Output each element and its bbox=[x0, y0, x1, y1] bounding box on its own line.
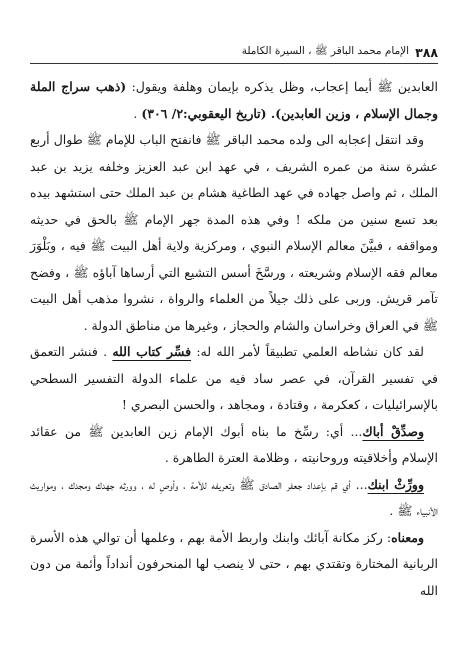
paragraph-1-text: العابدين ﷺ أيما إعجاب، وظل يذكره بإيمان وهلفة ويقول: bbox=[126, 79, 438, 94]
running-title: الإمام محمد الباقر ﷺ ، السيرة الكاملة bbox=[241, 45, 410, 57]
paragraph-5 bbox=[30, 472, 438, 525]
paragraph-2: وقد انتقل إعجابه الى ولده محمد الباقر ﷺ فانفتح الباب للإمام ﷺ طوال أربع عشرة سنة من عمره الشريف ، في عهد ابن عبد العزيز وخلفه يزيد بن عبد الملك ، ثم واصل جهاده في عهد الطاغية هشام بن عبد الملك حتى استشهد بيده بعد تسع سنين من ملكه ! وفي هذه المدة جهر الإمام ﷺ بالحق في حديثه ومواقفه ، فبيَّنَ معالم الإسلام النبوي ، ومركزية ولاية أهل البيت ﷺ فيه ، وبَلْوَرَ معالم فقه الإسلام وشريعته ، ورسَّخَ أسس التشيع التي أرساها آباؤه ﷺ ، وفضح تآمر قريش. وربى على ذلك جيلاً من العلماء والرواة ، نشروا مذهب أهل البيت ﷺ في العراق وخراسان والشام والحجاز ، وغيرها من مناطق الدولة . bbox=[30, 132, 438, 333]
paragraph-1 bbox=[30, 74, 438, 127]
paragraph-4-text: ... أي: رسِّخ ما بناه أبوك الإمام زين العابدين ﷺ من عقائد الإسلام وأخلاقيته وروحانيته ، وظلامة العترة الطاهرة . bbox=[30, 423, 438, 465]
paragraph-5-text: ... أي قم بإعداد جعفر الصادق ﷺ وتعريفه للأمة ، وأوصِ له ، وورثه جهدك ومجدك ، ومواريث الأنبياء ﷺ . bbox=[30, 476, 438, 518]
paragraph-3-lead: لقد كان نشاطه العلمي تطبيقاً لأمر الله له: bbox=[191, 344, 424, 359]
paragraph-4-bold: وصدِّقْ أباك bbox=[362, 423, 424, 439]
header-divider bbox=[30, 63, 438, 64]
paragraph-4 bbox=[30, 419, 438, 472]
page-number: ٣٨٨ bbox=[415, 45, 438, 60]
paragraph-5-bold: وورِّثْ ابنك bbox=[367, 476, 424, 492]
paragraph-1-end: . bbox=[133, 105, 142, 121]
page-body bbox=[30, 74, 438, 604]
paragraph-6-bold: ومعناه bbox=[391, 529, 424, 545]
page-header bbox=[30, 42, 438, 60]
paragraph-6 bbox=[30, 525, 438, 605]
paragraph-3-bold: فسِّر كتاب الله bbox=[112, 344, 192, 359]
paragraph-3 bbox=[30, 339, 438, 419]
paragraph-3-text: . فنشر التعمق في تفسير القرآن، في عصر ساد فيه من علماء الدولة التفسير السطحي بالإسرائيليات ، كعكرمة ، وقتادة ، ومجاهد ، والحسن البصري ! bbox=[30, 344, 438, 412]
quote-bold: (ذهب سراج الملة وجمال الإسلام ، وزين العابدين). (تاريخ اليعقوبي:٢/ ٣٠٦) bbox=[30, 79, 438, 121]
paragraph-6-text: : ركز مكانة آبائك وابنك واربط الأمة بهم ، وعلمها أن توالي هذه الأسرة الربانية المختارة وتقتدي بهم ، حتى لا ينصب لها المنحرفون أنداداً وأئمة من دون الله bbox=[30, 529, 438, 598]
